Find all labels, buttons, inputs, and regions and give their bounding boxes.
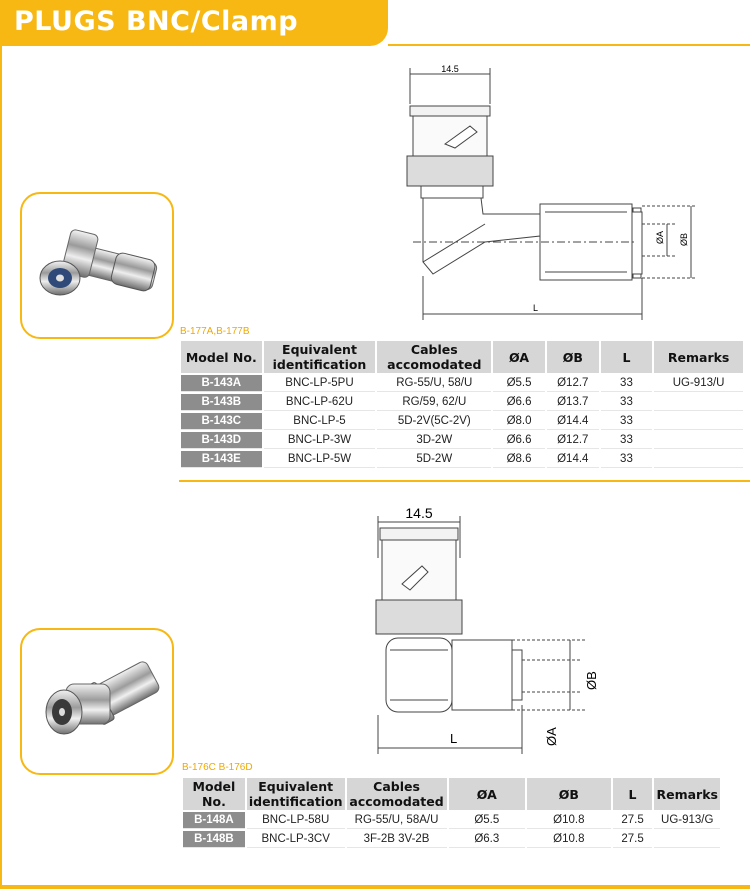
drawing1-dia-b: ØB [679, 232, 689, 246]
length-cell: 33 [601, 394, 653, 411]
length-cell: 27.5 [613, 831, 653, 848]
cables-cell: 3F-2B 3V-2B [347, 831, 447, 848]
drawing1-dia-a: ØA [655, 230, 665, 244]
section2-caption: B-176C B-176D [182, 762, 253, 773]
dia-a-cell: Ø6.6 [493, 432, 545, 449]
dia-a-cell: Ø6.6 [493, 394, 545, 411]
remarks-cell: UG-913/U [654, 375, 743, 392]
table-row [183, 812, 720, 829]
col-cables: Cables accomodated [347, 778, 447, 810]
cables-cell: RG-55/U, 58/U [377, 375, 491, 392]
model-cell: B-143C [181, 413, 262, 430]
col-equivalent: Equivalent identification [248, 779, 343, 809]
table-row [181, 413, 743, 430]
dia-b-cell: Ø12.7 [547, 432, 599, 449]
cables-cell: 5D-2W [377, 451, 491, 468]
equiv-cell: BNC-LP-3W [264, 432, 376, 449]
table-row [181, 451, 743, 468]
cables-cell: 3D-2W [377, 432, 491, 449]
dia-b-cell: Ø14.4 [547, 451, 599, 468]
col-length: L [613, 778, 653, 810]
equiv-cell: BNC-LP-3CV [247, 831, 345, 848]
bottom-border [0, 885, 750, 889]
model-cell: B-148B [183, 831, 245, 848]
remarks-cell [654, 831, 720, 848]
length-cell: 33 [601, 413, 653, 430]
equiv-cell: BNC-LP-62U [264, 394, 376, 411]
dia-a-cell: Ø8.6 [493, 451, 545, 468]
table-row [181, 375, 743, 392]
col-dia-b: ØB [547, 341, 599, 373]
remarks-cell [654, 451, 743, 468]
product-photo-2 [20, 628, 174, 775]
col-equivalent: Equivalent identification [264, 341, 376, 373]
technical-drawing-2 [370, 500, 620, 760]
length-cell: 33 [601, 432, 653, 449]
table-header-row [183, 778, 720, 810]
dia-a-cell: Ø5.5 [449, 812, 526, 829]
table-row [181, 394, 743, 411]
remarks-cell [654, 413, 743, 430]
equiv-cell: BNC-LP-58U [247, 812, 345, 829]
model-cell: B-148A [183, 812, 245, 829]
dia-b-cell: Ø14.4 [547, 413, 599, 430]
left-border [0, 46, 2, 889]
col-length: L [601, 341, 653, 373]
col-dia-a: ØA [449, 778, 526, 810]
dia-a-cell: Ø5.5 [493, 375, 545, 392]
col-cables: Cables accomodated [377, 341, 491, 373]
right-angle-bnc-clamp-photo [22, 630, 172, 773]
model-cell: B-143A [181, 375, 262, 392]
remarks-cell [654, 432, 743, 449]
dia-a-cell: Ø6.3 [449, 831, 526, 848]
cables-cell: 5D-2V(5C-2V) [377, 413, 491, 430]
drawing2-dia-a: ØA [544, 727, 559, 746]
table-row [181, 432, 743, 449]
section-divider [179, 480, 750, 482]
model-cell: B-143B [181, 394, 262, 411]
dia-b-cell: Ø10.8 [527, 812, 611, 829]
dia-b-cell: Ø10.8 [527, 831, 611, 848]
length-cell: 33 [601, 451, 653, 468]
model-cell: B-143E [181, 451, 262, 468]
col-remarks: Remarks [654, 778, 720, 810]
table-header-row [181, 341, 743, 373]
col-model: Model No. [181, 341, 262, 373]
header-rule [388, 44, 750, 46]
page-title: PLUGS BNC/Clamp [14, 6, 299, 37]
drawing1-length: L [533, 303, 539, 313]
equiv-cell: BNC-LP-5W [264, 451, 376, 468]
col-remarks: Remarks [654, 341, 743, 373]
dia-a-cell: Ø8.0 [493, 413, 545, 430]
col-dia-b: ØB [527, 778, 611, 810]
dia-b-cell: Ø12.7 [547, 375, 599, 392]
technical-drawing-1 [395, 64, 715, 324]
drawing2-dia-b: ØB [584, 671, 599, 690]
cables-cell: RG/59, 62/U [377, 394, 491, 411]
table-row [183, 831, 720, 848]
dia-b-cell: Ø13.7 [547, 394, 599, 411]
cables-cell: RG-55/U, 58A/U [347, 812, 447, 829]
length-cell: 27.5 [613, 812, 653, 829]
col-dia-a: ØA [493, 341, 545, 373]
drawing1-width-dim: 14.5 [441, 64, 459, 74]
product-photo-1 [20, 192, 174, 339]
length-cell: 33 [601, 375, 653, 392]
remarks-cell [654, 394, 743, 411]
model-cell: B-143D [181, 432, 262, 449]
col-model: Model No. [183, 778, 245, 810]
drawing2-length: L [450, 731, 458, 746]
section1-caption: B-177A,B-177B [180, 326, 250, 337]
spec-table-1 [179, 339, 745, 470]
remarks-cell: UG-913/G [654, 812, 720, 829]
right-angle-bnc-plug-photo [22, 194, 172, 337]
drawing2-width-dim: 14.5 [405, 505, 433, 521]
spec-table-2 [181, 776, 722, 850]
equiv-cell: BNC-LP-5PU [264, 375, 376, 392]
equiv-cell: BNC-LP-5 [264, 413, 376, 430]
